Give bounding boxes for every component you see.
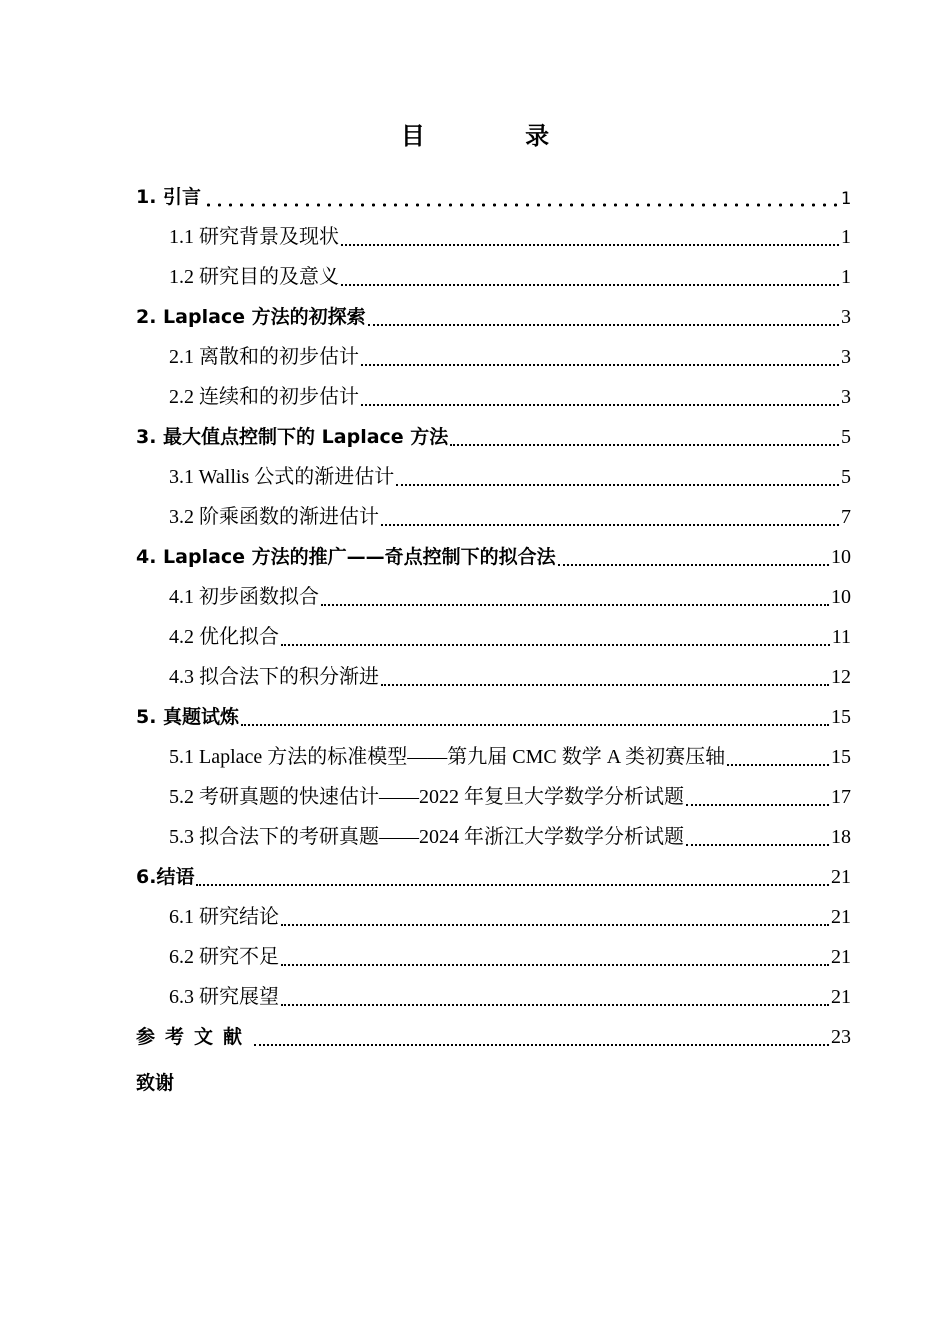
toc-entry-page: 15 <box>831 706 851 728</box>
toc-entry-label: 致谢 <box>136 1072 175 1094</box>
dot-leader <box>396 469 839 489</box>
page-title: 目 录 <box>400 122 596 150</box>
dot-leader <box>321 589 829 609</box>
toc-entry[interactable] <box>136 1067 851 1095</box>
dot-leader <box>241 709 829 729</box>
toc-entry-label: 1.2 研究目的及意义 <box>169 266 339 288</box>
toc-entry[interactable] <box>136 541 851 569</box>
dot-leader <box>686 829 829 849</box>
toc-entry[interactable] <box>169 741 851 769</box>
toc-entry-label: 1.1 研究背景及现状 <box>169 226 339 248</box>
dot-leader <box>450 429 839 449</box>
toc-entry[interactable] <box>169 381 851 409</box>
toc-entry-page: 15 <box>831 746 851 768</box>
dot-leader <box>686 789 829 809</box>
toc-entry-label: 2.1 离散和的初步估计 <box>169 346 359 368</box>
dot-leader <box>558 549 829 569</box>
dot-leader <box>281 989 829 1009</box>
dot-leader <box>196 869 829 889</box>
toc-entry-label: 5. 真题试炼 <box>136 706 240 728</box>
toc-entry-label: 4. Laplace 方法的推广——奇点控制下的拟合法 <box>136 546 556 568</box>
toc-entry[interactable] <box>169 821 851 849</box>
dot-leader <box>361 349 839 369</box>
toc-entry[interactable] <box>136 1021 851 1049</box>
toc-entry[interactable] <box>169 941 851 969</box>
dot-leader <box>341 229 839 249</box>
toc-entry-page: 3 <box>841 346 851 368</box>
toc-entry[interactable] <box>169 901 851 929</box>
toc-entry-label: 参考文献 <box>136 1026 253 1048</box>
dot-leader <box>381 669 829 689</box>
toc-entry-page: 3 <box>841 306 851 328</box>
toc-entry-page: 21 <box>831 866 851 888</box>
toc-entry-label: 4.2 优化拟合 <box>169 626 279 648</box>
dot-leader <box>727 749 829 769</box>
toc-entry-label: 5.3 拟合法下的考研真题——2024 年浙江大学数学分析试题 <box>169 826 684 848</box>
toc-entry-label: 5.2 考研真题的快速估计——2022 年复旦大学数学分析试题 <box>169 786 684 808</box>
dot-leader <box>341 269 839 289</box>
toc-entry[interactable] <box>169 781 851 809</box>
toc-entry[interactable] <box>169 981 851 1009</box>
toc-entry-label: 5.1 Laplace 方法的标准模型——第九届 CMC 数学 A 类初赛压轴 <box>169 746 726 768</box>
toc-entry-page: 10 <box>831 546 851 568</box>
toc-entry-label: 4.3 拟合法下的积分渐进 <box>169 666 379 688</box>
toc-entry[interactable] <box>169 221 851 249</box>
toc-entry-page: 18 <box>831 826 851 848</box>
toc-entry-page: 21 <box>831 946 851 968</box>
toc-entry-label: 6.1 研究结论 <box>169 906 279 928</box>
toc-entry-page: 21 <box>831 906 851 928</box>
toc-entry[interactable] <box>136 181 851 209</box>
toc-entry-label: 2.2 连续和的初步估计 <box>169 386 359 408</box>
toc-entry-label: 3. 最大值点控制下的 Laplace 方法 <box>136 426 449 448</box>
toc-entry-page: 5 <box>841 466 851 488</box>
dot-leader <box>381 509 839 529</box>
toc-entry[interactable] <box>169 621 851 649</box>
toc-entry-page: 23 <box>831 1026 851 1048</box>
toc-entry-page: 10 <box>831 586 851 608</box>
toc-entry-label: 3.1 Wallis 公式的渐进估计 <box>169 466 395 488</box>
toc-entry-label: 6.2 研究不足 <box>169 946 279 968</box>
toc-entry[interactable] <box>136 701 851 729</box>
toc-entry-label: 6.3 研究展望 <box>169 986 279 1008</box>
dot-leader <box>281 909 829 929</box>
toc-entry-page: 7 <box>841 506 851 528</box>
toc-entry[interactable] <box>169 341 851 369</box>
toc-entry[interactable] <box>169 461 851 489</box>
toc-entry-page: 11 <box>831 626 851 648</box>
toc-entry[interactable] <box>136 421 851 449</box>
toc-entry-page: 1 <box>841 266 851 288</box>
toc-entry[interactable] <box>169 581 851 609</box>
toc-entry[interactable] <box>169 261 851 289</box>
dot-leader <box>361 389 839 409</box>
toc-entry-page: 12 <box>831 666 851 688</box>
toc-entry-label: 3.2 阶乘函数的渐进估计 <box>169 506 379 528</box>
toc-entry[interactable] <box>169 501 851 529</box>
toc-entry-label: 1. 引言 <box>136 186 202 208</box>
toc-entry-page: 3 <box>841 386 851 408</box>
dot-leader <box>281 949 829 969</box>
toc-entry-label: 6.结语 <box>136 866 195 888</box>
toc-entry-label: 2. Laplace 方法的初探索 <box>136 306 366 328</box>
dot-leader <box>254 1029 829 1049</box>
toc-entry[interactable] <box>136 861 851 889</box>
dot-leader <box>281 629 830 649</box>
toc-entry-page: 5 <box>841 426 851 448</box>
toc-entry-page: 17 <box>831 786 851 808</box>
toc-entry-page: 1 <box>840 189 851 209</box>
toc-entry[interactable] <box>136 301 851 329</box>
toc-entry-page: 1 <box>841 226 851 248</box>
dot-leader <box>368 309 839 329</box>
toc-entry[interactable] <box>169 661 851 689</box>
toc-entry-page: 21 <box>831 986 851 1008</box>
toc-entry-label: 4.1 初步函数拟合 <box>169 586 319 608</box>
dot-leader <box>203 189 839 209</box>
